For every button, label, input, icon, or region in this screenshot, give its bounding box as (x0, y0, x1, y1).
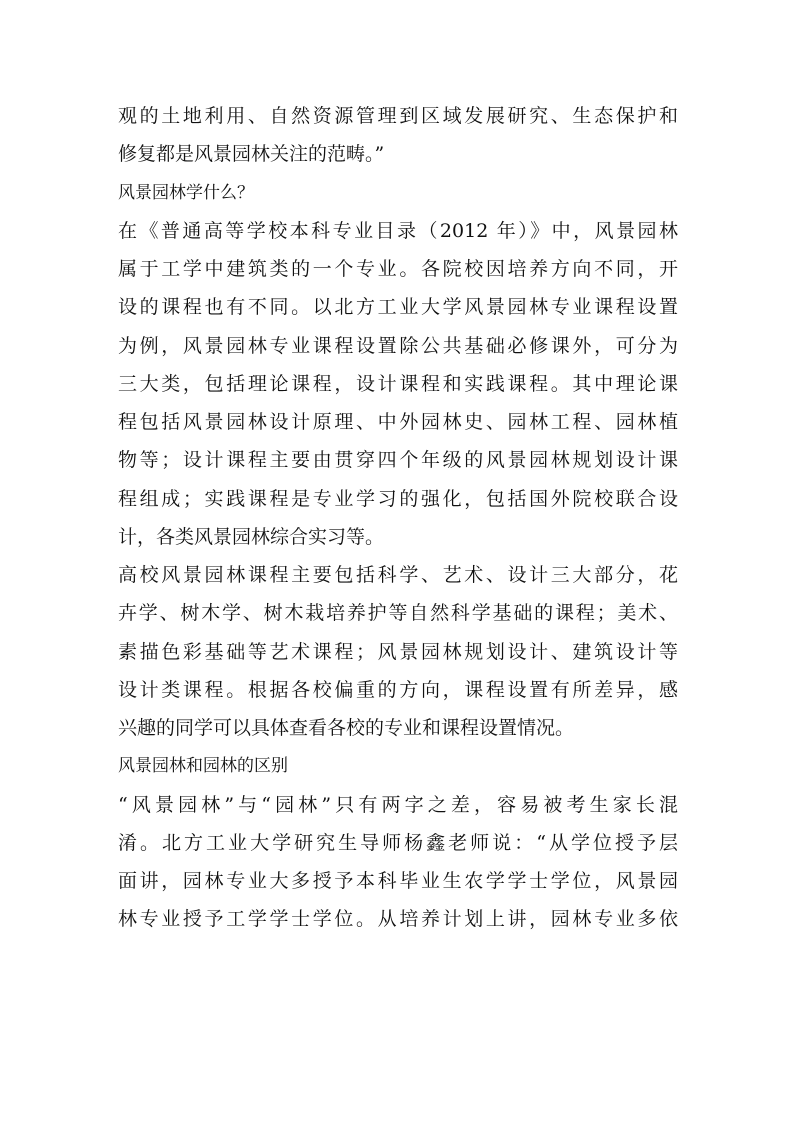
section-heading: 风景园林和园林的区别 (118, 756, 288, 777)
text-line: 林专业授予工学学士学位。从培养计划上讲，园林专业多依 (118, 908, 678, 931)
text-line: 物等；设计课程主要由贯穿四个年级的风景园林规划设计课 (118, 449, 678, 472)
text-line: 设计类课程。根据各校偏重的方向，课程设置有所差异，感 (118, 678, 678, 701)
text-line: 设的课程也有不同。以北方工业大学风景园林专业课程设置 (118, 296, 678, 319)
text-line: 三大类，包括理论课程，设计课程和实践课程。其中理论课 (118, 372, 678, 395)
text-line: 程组成；实践课程是专业学习的强化，包括国外院校联合设 (118, 487, 678, 510)
text-line: 观的土地利用、自然资源管理到区域发展研究、生态保护和 (118, 105, 678, 127)
document-page (118, 97, 678, 939)
text-line: 素描色彩基础等艺术课程；风景园林规划设计、建筑设计等 (118, 640, 678, 663)
text-line: 在《普通高等学校本科专业目录（2012 年）》中，风景园林 (118, 219, 678, 242)
text-line: 为例，风景园林专业课程设置除公共基础必修课外，可分为 (118, 334, 678, 357)
text-line: 面讲，园林专业大多授予本科毕业生农学学士学位，风景园 (118, 870, 678, 892)
text-line: 兴趣的同学可以具体查看各校的专业和课程设置情况。 (118, 717, 575, 739)
text-line: 程包括风景园林设计原理、中外园林史、园林工程、园林植 (118, 411, 678, 433)
text-line: 淆。北方工业大学研究生导师杨鑫老师说：“从学位授予层 (118, 831, 678, 854)
text-line: 高校风景园林课程主要包括科学、艺术、设计三大部分，花 (118, 564, 678, 586)
text-line: 属于工学中建筑类的一个专业。各院校因培养方向不同，开 (118, 258, 678, 280)
text-line: 修复都是风景园林关注的范畴。” (118, 143, 385, 166)
text-line: “风景园林”与“园林”只有两字之差，容易被考生家长混 (118, 793, 678, 816)
section-heading: 风景园林学什么？ (118, 182, 254, 203)
text-line: 卉学、树木学、树木栽培养护等自然科学基础的课程；美术、 (118, 602, 678, 625)
text-line: 计，各类风景园林综合实习等。 (118, 525, 385, 548)
